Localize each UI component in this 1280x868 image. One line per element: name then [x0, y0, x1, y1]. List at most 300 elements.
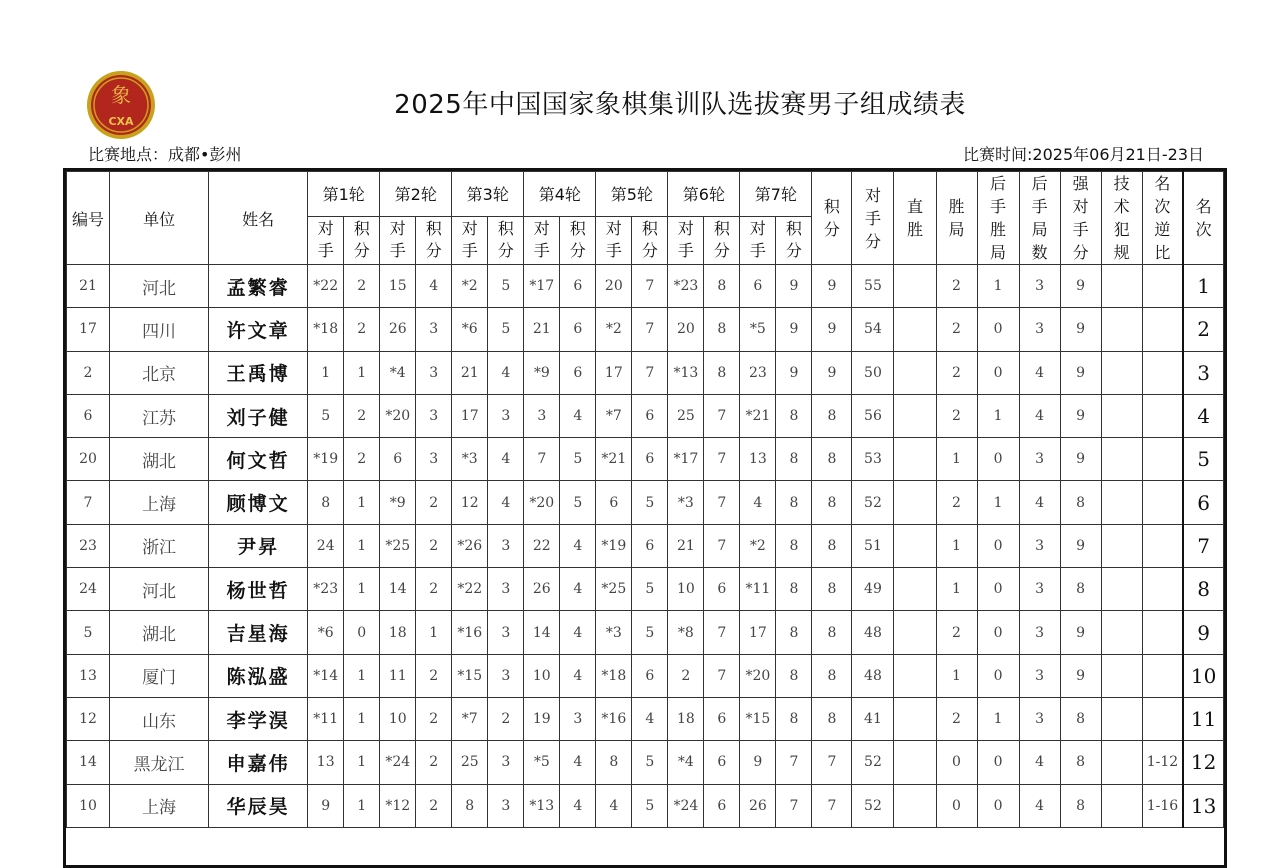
cell-unit: 湖北 [110, 611, 209, 654]
cell-round-2-pts: 3 [416, 351, 452, 394]
cell-round-4-opp: 14 [524, 611, 560, 654]
cell-round-3-pts: 3 [488, 741, 524, 784]
cell-id: 21 [67, 265, 110, 308]
venue-label: 比赛地点：成都•彭州 [88, 145, 242, 164]
cell-round-7-pts: 8 [776, 481, 812, 524]
cell-black-games: 4 [1019, 784, 1060, 827]
cell-round-1-opp: 5 [308, 394, 344, 437]
cell-round-2-opp: *4 [380, 351, 416, 394]
cell-strong-opp: 9 [1060, 654, 1101, 697]
cell-name: 华辰昊 [209, 784, 308, 827]
col-round-4: 第4轮 [524, 172, 596, 217]
cell-unit: 河北 [110, 265, 209, 308]
cell-round-1-pts: 0 [344, 611, 380, 654]
cell-black-wins: 1 [977, 394, 1019, 437]
cell-round-7-pts: 8 [776, 697, 812, 740]
cell-id: 20 [67, 438, 110, 481]
cell-tech-foul [1101, 741, 1142, 784]
cell-round-1-opp: *23 [308, 568, 344, 611]
cell-round-1-pts: 1 [344, 697, 380, 740]
cell-round-5-pts: 6 [632, 524, 668, 567]
cell-name: 申嘉伟 [209, 741, 308, 784]
cell-round-5-opp: *16 [596, 697, 632, 740]
cell-round-6-opp: *24 [668, 784, 704, 827]
cell-tech-foul [1101, 265, 1142, 308]
cell-reverse-ratio [1142, 351, 1183, 394]
col-round-5-opp: 对 手 [596, 216, 632, 264]
cell-round-1-opp: *18 [308, 308, 344, 351]
cell-round-1-opp: 13 [308, 741, 344, 784]
cell-tech-foul [1101, 438, 1142, 481]
cell-round-2-pts: 2 [416, 524, 452, 567]
col-black-wins: 后 手 胜 局 [977, 172, 1019, 265]
cell-total: 8 [812, 697, 852, 740]
cell-rank: 8 [1183, 568, 1223, 611]
date-label: 比赛时间:2025年06月21日-23日 [963, 145, 1204, 164]
cell-round-3-opp: 17 [452, 394, 488, 437]
cell-id: 6 [67, 394, 110, 437]
cell-black-games: 3 [1019, 611, 1060, 654]
table-row [67, 654, 1224, 697]
cell-round-4-opp: 26 [524, 568, 560, 611]
cell-round-2-opp: *25 [380, 524, 416, 567]
cell-round-4-pts: 3 [560, 697, 596, 740]
cell-direct [894, 611, 936, 654]
cell-opp-score: 53 [852, 438, 894, 481]
cell-round-2-opp: *20 [380, 394, 416, 437]
cell-round-6-pts: 8 [704, 308, 740, 351]
cell-name: 顾博文 [209, 481, 308, 524]
cell-round-1-pts: 2 [344, 438, 380, 481]
cell-opp-score: 51 [852, 524, 894, 567]
cell-id: 23 [67, 524, 110, 567]
cell-round-6-opp: *8 [668, 611, 704, 654]
cell-round-2-pts: 3 [416, 438, 452, 481]
cell-direct [894, 568, 936, 611]
cell-round-1-pts: 1 [344, 481, 380, 524]
cell-wins: 2 [936, 351, 977, 394]
cell-black-wins: 0 [977, 741, 1019, 784]
cell-round-7-opp: 17 [740, 611, 776, 654]
cell-round-2-opp: *12 [380, 784, 416, 827]
cell-reverse-ratio [1142, 394, 1183, 437]
cell-round-6-opp: 20 [668, 308, 704, 351]
cell-round-1-pts: 2 [344, 394, 380, 437]
cell-round-4-pts: 4 [560, 611, 596, 654]
cell-wins: 2 [936, 611, 977, 654]
cell-round-1-pts: 1 [344, 351, 380, 394]
col-unit: 单位 [110, 172, 209, 265]
cell-round-5-opp: 8 [596, 741, 632, 784]
cell-rank: 13 [1183, 784, 1223, 827]
cell-rank: 4 [1183, 394, 1223, 437]
cell-id: 13 [67, 654, 110, 697]
table-row [67, 524, 1224, 567]
col-direct: 直 胜 [894, 172, 936, 265]
cell-tech-foul [1101, 351, 1142, 394]
cell-reverse-ratio [1142, 611, 1183, 654]
cell-round-4-opp: 10 [524, 654, 560, 697]
cell-total: 8 [812, 394, 852, 437]
cell-round-7-opp: *5 [740, 308, 776, 351]
cell-strong-opp: 9 [1060, 611, 1101, 654]
table-row [67, 438, 1224, 481]
table-row [67, 697, 1224, 740]
cell-wins: 2 [936, 308, 977, 351]
cxa-logo [84, 70, 158, 140]
cell-black-wins: 0 [977, 351, 1019, 394]
cell-black-games: 3 [1019, 438, 1060, 481]
col-round-3-opp: 对 手 [452, 216, 488, 264]
table-row [67, 568, 1224, 611]
cell-round-6-pts: 6 [704, 741, 740, 784]
cell-id: 10 [67, 784, 110, 827]
cell-id: 17 [67, 308, 110, 351]
cell-round-7-opp: 4 [740, 481, 776, 524]
col-round-3-pts: 积 分 [488, 216, 524, 264]
col-round-5-pts: 积 分 [632, 216, 668, 264]
cell-wins: 0 [936, 741, 977, 784]
cell-round-7-pts: 9 [776, 351, 812, 394]
cell-round-6-opp: *13 [668, 351, 704, 394]
page-title: 2025年中国国家象棋集训队选拔赛男子组成绩表 [394, 90, 966, 120]
cell-round-4-pts: 5 [560, 481, 596, 524]
cell-reverse-ratio: 1-12 [1142, 741, 1183, 784]
cell-round-2-opp: *9 [380, 481, 416, 524]
cell-tech-foul [1101, 481, 1142, 524]
col-round-1-opp: 对 手 [308, 216, 344, 264]
cell-id: 14 [67, 741, 110, 784]
cell-strong-opp: 9 [1060, 394, 1101, 437]
col-total: 积 分 [812, 172, 852, 265]
cell-black-wins: 0 [977, 568, 1019, 611]
col-round-2-pts: 积 分 [416, 216, 452, 264]
cell-tech-foul [1101, 784, 1142, 827]
cell-id: 24 [67, 568, 110, 611]
cell-round-7-pts: 8 [776, 438, 812, 481]
cell-round-4-pts: 4 [560, 741, 596, 784]
cell-round-3-opp: *22 [452, 568, 488, 611]
cell-name: 何文哲 [209, 438, 308, 481]
cell-black-games: 3 [1019, 654, 1060, 697]
cell-round-4-opp: *9 [524, 351, 560, 394]
cell-black-wins: 0 [977, 438, 1019, 481]
cell-round-2-pts: 4 [416, 265, 452, 308]
cell-round-7-opp: *21 [740, 394, 776, 437]
cell-round-6-pts: 7 [704, 438, 740, 481]
cell-strong-opp: 9 [1060, 308, 1101, 351]
cell-round-1-opp: *14 [308, 654, 344, 697]
cell-direct [894, 697, 936, 740]
cell-round-5-opp: *19 [596, 524, 632, 567]
cell-wins: 1 [936, 654, 977, 697]
cell-round-4-pts: 4 [560, 784, 596, 827]
cell-round-2-pts: 2 [416, 568, 452, 611]
cell-round-4-pts: 4 [560, 394, 596, 437]
cell-round-6-pts: 8 [704, 265, 740, 308]
cell-opp-score: 52 [852, 741, 894, 784]
cell-round-3-pts: 4 [488, 351, 524, 394]
cell-reverse-ratio [1142, 524, 1183, 567]
cell-round-1-pts: 1 [344, 741, 380, 784]
cell-round-6-pts: 6 [704, 697, 740, 740]
cell-opp-score: 49 [852, 568, 894, 611]
col-opp-score: 对 手 分 [852, 172, 894, 265]
cell-round-4-opp: 22 [524, 524, 560, 567]
cell-round-5-opp: 17 [596, 351, 632, 394]
cell-round-3-pts: 4 [488, 438, 524, 481]
cell-black-wins: 0 [977, 784, 1019, 827]
cell-round-3-opp: *3 [452, 438, 488, 481]
cell-wins: 2 [936, 697, 977, 740]
cell-tech-foul [1101, 697, 1142, 740]
cell-direct [894, 654, 936, 697]
cell-rank: 5 [1183, 438, 1223, 481]
cell-round-5-pts: 6 [632, 654, 668, 697]
cell-name: 许文章 [209, 308, 308, 351]
cell-direct [894, 524, 936, 567]
cell-black-games: 3 [1019, 568, 1060, 611]
cell-black-games: 4 [1019, 481, 1060, 524]
cell-round-6-opp: 25 [668, 394, 704, 437]
cell-opp-score: 48 [852, 611, 894, 654]
cell-round-3-pts: 5 [488, 308, 524, 351]
cell-unit: 上海 [110, 481, 209, 524]
cell-unit: 湖北 [110, 438, 209, 481]
cell-total: 8 [812, 481, 852, 524]
cell-direct [894, 351, 936, 394]
cell-unit: 上海 [110, 784, 209, 827]
cell-round-6-opp: 10 [668, 568, 704, 611]
cell-black-wins: 0 [977, 524, 1019, 567]
cell-round-2-pts: 2 [416, 697, 452, 740]
cell-round-5-opp: 6 [596, 481, 632, 524]
cell-round-6-opp: *3 [668, 481, 704, 524]
cell-round-5-opp: 4 [596, 784, 632, 827]
cell-round-5-pts: 6 [632, 438, 668, 481]
cell-round-3-opp: *26 [452, 524, 488, 567]
col-round-3: 第3轮 [452, 172, 524, 217]
cell-round-3-pts: 3 [488, 611, 524, 654]
cell-round-6-pts: 6 [704, 568, 740, 611]
cell-unit: 浙江 [110, 524, 209, 567]
cell-reverse-ratio [1142, 654, 1183, 697]
cell-round-2-opp: 10 [380, 697, 416, 740]
cell-round-5-opp: *3 [596, 611, 632, 654]
cell-opp-score: 54 [852, 308, 894, 351]
cell-round-6-opp: 18 [668, 697, 704, 740]
cell-round-4-pts: 6 [560, 265, 596, 308]
cell-rank: 6 [1183, 481, 1223, 524]
cell-strong-opp: 8 [1060, 568, 1101, 611]
cell-unit: 江苏 [110, 394, 209, 437]
cell-round-1-pts: 1 [344, 524, 380, 567]
cell-total: 7 [812, 741, 852, 784]
cell-round-1-opp: *22 [308, 265, 344, 308]
cell-round-2-pts: 1 [416, 611, 452, 654]
cell-name: 孟繁睿 [209, 265, 308, 308]
cell-round-5-pts: 5 [632, 481, 668, 524]
cell-round-2-pts: 2 [416, 654, 452, 697]
cell-round-5-pts: 5 [632, 741, 668, 784]
cell-round-7-pts: 8 [776, 568, 812, 611]
cell-round-1-pts: 2 [344, 265, 380, 308]
cell-opp-score: 50 [852, 351, 894, 394]
cell-round-6-opp: 21 [668, 524, 704, 567]
cell-total: 9 [812, 308, 852, 351]
cell-round-5-pts: 7 [632, 265, 668, 308]
cell-round-5-opp: *2 [596, 308, 632, 351]
cell-round-7-pts: 8 [776, 394, 812, 437]
cell-round-7-opp: 23 [740, 351, 776, 394]
cell-round-2-opp: 6 [380, 438, 416, 481]
col-round-7: 第7轮 [740, 172, 812, 217]
cell-tech-foul [1101, 524, 1142, 567]
table-row [67, 265, 1224, 308]
cell-opp-score: 41 [852, 697, 894, 740]
cell-round-3-pts: 2 [488, 697, 524, 740]
col-round-5: 第5轮 [596, 172, 668, 217]
svg-text:CXA: CXA [108, 115, 134, 128]
cell-round-2-pts: 2 [416, 784, 452, 827]
cell-black-games: 4 [1019, 741, 1060, 784]
cell-reverse-ratio [1142, 265, 1183, 308]
cell-round-1-opp: 8 [308, 481, 344, 524]
col-round-6: 第6轮 [668, 172, 740, 217]
cell-black-wins: 0 [977, 308, 1019, 351]
cell-direct [894, 784, 936, 827]
cell-total: 8 [812, 611, 852, 654]
cell-unit: 四川 [110, 308, 209, 351]
cell-round-7-pts: 8 [776, 524, 812, 567]
cell-black-wins: 0 [977, 611, 1019, 654]
cell-round-2-opp: 18 [380, 611, 416, 654]
cell-black-games: 4 [1019, 351, 1060, 394]
cell-round-6-opp: *4 [668, 741, 704, 784]
cell-round-6-pts: 7 [704, 524, 740, 567]
cell-tech-foul [1101, 394, 1142, 437]
cell-wins: 0 [936, 784, 977, 827]
cell-tech-foul [1101, 568, 1142, 611]
cell-round-6-pts: 7 [704, 611, 740, 654]
cell-round-2-opp: *24 [380, 741, 416, 784]
cell-direct [894, 308, 936, 351]
col-name: 姓名 [209, 172, 308, 265]
cell-total: 8 [812, 568, 852, 611]
cell-opp-score: 55 [852, 265, 894, 308]
col-reverse-ratio: 名 次 逆 比 [1142, 172, 1183, 265]
cell-round-5-opp: *7 [596, 394, 632, 437]
table-row [67, 394, 1224, 437]
cell-round-4-pts: 4 [560, 524, 596, 567]
cell-tech-foul [1101, 654, 1142, 697]
cell-round-3-pts: 3 [488, 568, 524, 611]
cell-rank: 7 [1183, 524, 1223, 567]
cell-unit: 黑龙江 [110, 741, 209, 784]
cell-black-wins: 1 [977, 697, 1019, 740]
cell-rank: 1 [1183, 265, 1223, 308]
cell-round-4-opp: 19 [524, 697, 560, 740]
cell-round-4-opp: 7 [524, 438, 560, 481]
cell-name: 王禹博 [209, 351, 308, 394]
cell-total: 9 [812, 265, 852, 308]
table-row [67, 611, 1224, 654]
cell-reverse-ratio [1142, 568, 1183, 611]
cell-round-2-pts: 3 [416, 394, 452, 437]
cell-reverse-ratio [1142, 308, 1183, 351]
cell-direct [894, 741, 936, 784]
cell-round-5-pts: 5 [632, 611, 668, 654]
cell-opp-score: 52 [852, 481, 894, 524]
cell-opp-score: 48 [852, 654, 894, 697]
cell-black-games: 3 [1019, 308, 1060, 351]
cell-wins: 1 [936, 568, 977, 611]
cell-strong-opp: 8 [1060, 697, 1101, 740]
cell-round-4-pts: 6 [560, 351, 596, 394]
cell-round-3-opp: 25 [452, 741, 488, 784]
col-strong-opp: 强 对 手 分 [1060, 172, 1101, 265]
cell-round-5-pts: 6 [632, 394, 668, 437]
cell-round-3-opp: 8 [452, 784, 488, 827]
cell-strong-opp: 8 [1060, 741, 1101, 784]
cell-total: 8 [812, 654, 852, 697]
cell-unit: 厦门 [110, 654, 209, 697]
cell-round-1-pts: 1 [344, 654, 380, 697]
cell-round-4-pts: 6 [560, 308, 596, 351]
cell-total: 7 [812, 784, 852, 827]
cell-wins: 2 [936, 481, 977, 524]
cell-id: 7 [67, 481, 110, 524]
cell-black-games: 4 [1019, 394, 1060, 437]
cell-round-7-opp: 6 [740, 265, 776, 308]
col-round-1-pts: 积 分 [344, 216, 380, 264]
col-black-games: 后 手 局 数 [1019, 172, 1060, 265]
cell-round-5-pts: 7 [632, 351, 668, 394]
cell-wins: 1 [936, 438, 977, 481]
cell-black-wins: 1 [977, 265, 1019, 308]
col-round-7-pts: 积 分 [776, 216, 812, 264]
cell-round-6-pts: 7 [704, 654, 740, 697]
cell-wins: 2 [936, 394, 977, 437]
cell-opp-score: 52 [852, 784, 894, 827]
cell-total: 9 [812, 351, 852, 394]
cell-round-4-opp: *20 [524, 481, 560, 524]
cell-round-2-pts: 3 [416, 308, 452, 351]
cell-total: 8 [812, 438, 852, 481]
cell-round-2-opp: 11 [380, 654, 416, 697]
cell-round-2-pts: 2 [416, 481, 452, 524]
cell-name: 杨世哲 [209, 568, 308, 611]
cell-direct [894, 481, 936, 524]
results-table [66, 171, 1224, 828]
cell-round-6-pts: 7 [704, 394, 740, 437]
cell-name: 尹昇 [209, 524, 308, 567]
cell-round-6-pts: 6 [704, 784, 740, 827]
cell-round-1-pts: 1 [344, 568, 380, 611]
cell-name: 吉星海 [209, 611, 308, 654]
cell-round-7-opp: 9 [740, 741, 776, 784]
cell-round-3-opp: *15 [452, 654, 488, 697]
cell-round-2-pts: 2 [416, 741, 452, 784]
cell-round-7-opp: *20 [740, 654, 776, 697]
cell-round-3-pts: 3 [488, 784, 524, 827]
cell-name: 刘子健 [209, 394, 308, 437]
cell-round-1-opp: 24 [308, 524, 344, 567]
cell-round-1-opp: *19 [308, 438, 344, 481]
cell-round-1-opp: *11 [308, 697, 344, 740]
cell-reverse-ratio: 1-16 [1142, 784, 1183, 827]
cell-round-5-opp: *25 [596, 568, 632, 611]
